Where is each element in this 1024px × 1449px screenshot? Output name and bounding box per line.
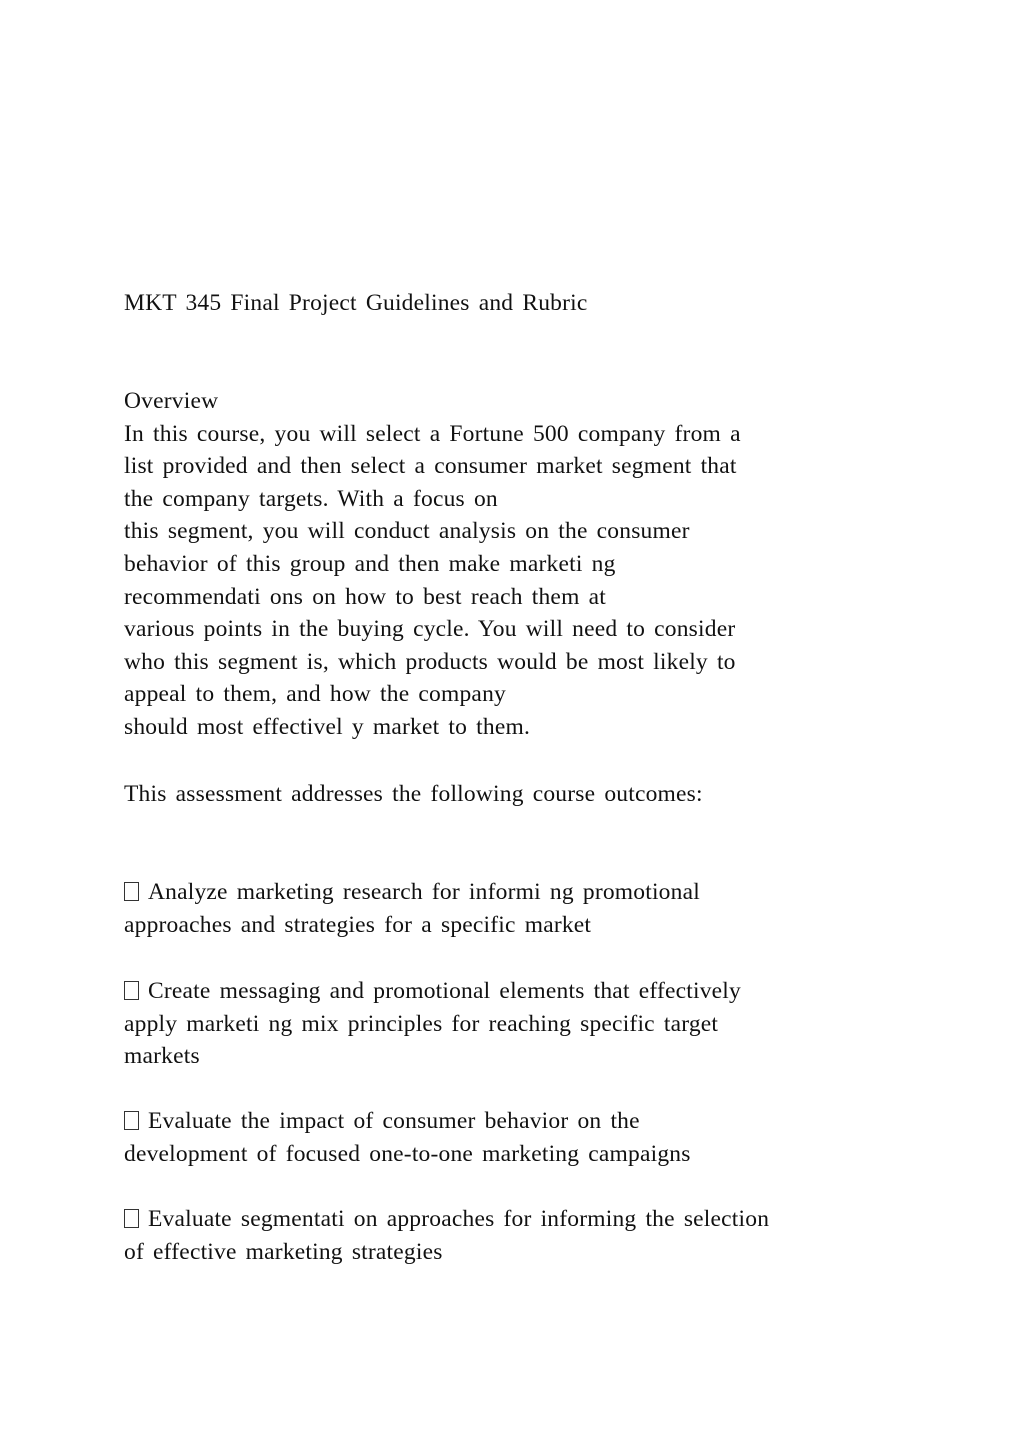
overview-line: list provided and then select a consumer market segment that — [124, 453, 737, 480]
document-title — [124, 287, 924, 320]
overview-line: appeal to them, and how the company — [124, 681, 506, 708]
overview-line: In this course, you will select a Fortune 500 company from a — [124, 420, 741, 447]
outcome-line: of effective marketing strategies — [124, 1238, 443, 1265]
missing-glyph-bullet-icon — [124, 882, 139, 901]
missing-glyph-bullet-icon — [124, 1209, 139, 1228]
outcome-item — [124, 975, 924, 1073]
outcome-line — [124, 975, 924, 1008]
overview-line: should most effectivel y market to them. — [124, 713, 531, 740]
outcome-line-text: Analyze marketing research for informi ng promotional — [148, 879, 700, 905]
outcome-line-text: Create messaging and promotional elements that effectively — [148, 978, 741, 1004]
outcome-line-text: Evaluate the impact of consumer behavior on the — [148, 1108, 640, 1134]
outcomes-intro — [124, 778, 924, 811]
outcome-line: markets — [124, 1043, 200, 1070]
overview-heading: Overview — [124, 388, 219, 414]
title-text: MKT 345 Final Project Guidelines and Rubric — [124, 290, 588, 316]
overview-section — [124, 385, 924, 744]
outcome-line: apply marketi ng mix principles for reaching specific target — [124, 1010, 719, 1037]
overview-line: recommendati ons on how to best reach them at — [124, 583, 606, 610]
outcome-line: development of focused one-to-one marketing campaigns — [124, 1140, 691, 1167]
overview-line: this segment, you will conduct analysis on the consumer — [124, 518, 690, 545]
overview-line: the company targets. With a focus on — [124, 485, 498, 512]
overview-line: behavior of this group and then make marketi ng — [124, 550, 616, 577]
outcome-line — [124, 1105, 924, 1138]
outcome-line-text: Evaluate segmentati on approaches for informing the selection — [148, 1206, 770, 1232]
outcomes-intro-text: This assessment addresses the following course outcomes: — [124, 781, 703, 807]
outcome-line: approaches and strategies for a specific market — [124, 911, 592, 938]
outcome-line — [124, 876, 924, 909]
missing-glyph-bullet-icon — [124, 1111, 139, 1130]
outcome-item — [124, 1105, 924, 1170]
outcome-line — [124, 1203, 924, 1236]
overview-line: who this segment is, which products would be most likely to — [124, 648, 736, 675]
overview-line: various points in the buying cycle. You will need to consider — [124, 616, 736, 643]
outcome-item — [124, 876, 924, 941]
outcome-item — [124, 1203, 924, 1268]
missing-glyph-bullet-icon — [124, 981, 139, 1000]
